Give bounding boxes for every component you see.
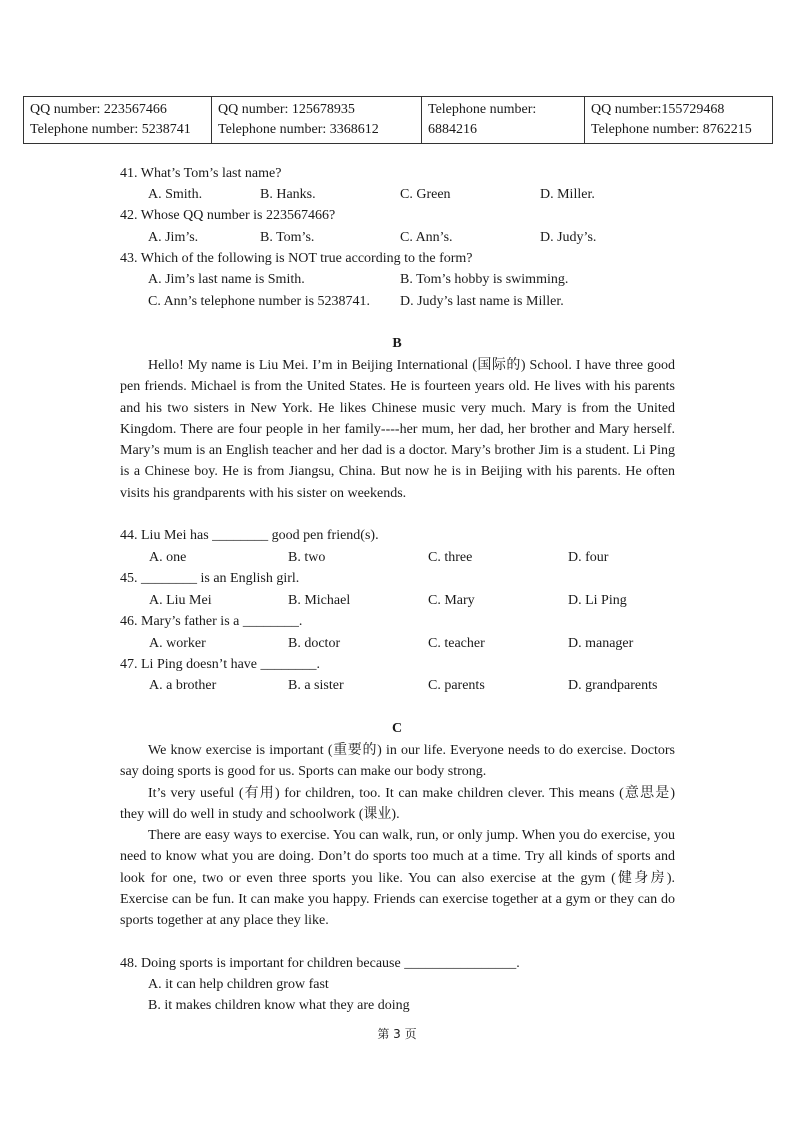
question-45: 45. ________ is an English girl. [120,571,300,586]
option-41d: D. Miller. [540,187,595,202]
contact-info-table [23,96,773,144]
option-48b: B. it makes children know what they are doing [148,998,410,1013]
passage-c-text-1: We know exercise is important (重要的) in our life. Everyone needs to do exercise. Doctors say doing sports is good for us. Sports can make our body strong. [120,743,675,780]
option-44c: C. three [428,550,473,565]
option-43d: D. Judy’s last name is Miller. [400,294,564,309]
option-47d: D. grandparents [568,678,658,693]
table-cell [585,97,773,144]
cell-line: Telephone number: 3368612 [218,122,379,137]
option-47c: C. parents [428,678,485,693]
option-41b: B. Hanks. [260,187,316,202]
option-42d: D. Judy’s. [540,230,597,245]
section-b-heading: B [392,336,402,351]
option-41c: C. Green [400,187,451,202]
option-46c: C. teacher [428,636,485,651]
question-41: 41. What’s Tom’s last name? [120,166,282,181]
question-48: 48. Doing sports is important for children because ________________. [120,956,520,971]
option-48a: A. it can help children grow fast [148,977,329,992]
table-row [24,97,773,144]
question-43: 43. Which of the following is NOT true according to the form? [120,251,473,266]
passage-c-text-3: There are easy ways to exercise. You can walk, run, or only jump. When you do exercise, you need to know what you are doing. Don’t do sports too much at a time. Try all kinds of sports and look for one, two or even three sports you like. You can also exercise at the gym (健身房). Exercise can be fun. It can make you happy. Friends can exercise together at a gym or they can do sports together at any place they like. [120,828,675,929]
cell-line: Telephone number: 5238741 [30,122,191,137]
option-43c: C. Ann’s telephone number is 5238741. [148,294,371,309]
option-47a: A. a brother [149,678,217,693]
passage-b [120,355,675,504]
question-44: 44. Liu Mei has ________ good pen friend(s). [120,528,379,543]
option-42c: C. Ann’s. [400,230,453,245]
option-46b: B. doctor [288,636,341,651]
cell-line: Telephone number: 8762215 [591,122,752,137]
passage-c-paragraph-1 [120,740,675,783]
option-43a: A. Jim’s last name is Smith. [148,272,305,287]
option-42a: A. Jim’s. [148,230,199,245]
table-cell [422,97,585,144]
table-cell [212,97,422,144]
cell-line: QQ number:155729468 [591,102,725,117]
option-43b: B. Tom’s hobby is swimming. [400,272,569,287]
option-45b: B. Michael [288,593,351,608]
section-c-heading: C [391,721,403,736]
cell-line: Telephone number: [428,102,537,117]
passage-c-text-2: It’s very useful (有用) for children, too. It can make children clever. This means (意思是) they will do well in study and schoolwork (课业). [120,785,675,822]
passage-c [120,740,675,932]
question-42: 42. Whose QQ number is 223567466? [120,208,336,223]
question-47: 47. Li Ping doesn’t have ________. [120,657,321,672]
option-45a: A. Liu Mei [149,593,212,608]
option-44b: B. two [288,550,326,565]
option-45c: C. Mary [428,593,475,608]
option-47b: B. a sister [288,678,344,693]
option-41a: A. Smith. [148,187,203,202]
passage-b-text: Hello! My name is Liu Mei. I’m in Beijing International (国际的) School. I have three good pen friends. Michael is from the United States. He is fourteen years old. He lives with his parents and his two sisters in New York. He likes Chinese music very much. Mary is from the United Kingdom. There are four people in her family----her mum, her dad, her brother and Mary herself. Mary’s mum is an English teacher and her dad is a doctor. Mary’s brother Jim is a student. Li Ping is a Chinese boy. He is from Jiangsu, China. But now he is in Beijing with his parents. He often visits his grandparents with his sister on weekends. [120,358,675,501]
passage-c-paragraph-3 [120,825,675,931]
option-46a: A. worker [149,636,206,651]
cell-line: 6884216 [428,122,477,137]
option-42b: B. Tom’s. [260,230,315,245]
passage-c-paragraph-2 [120,783,675,826]
table-cell [24,97,212,144]
option-46d: D. manager [568,636,634,651]
passage-b-paragraph [120,355,675,504]
option-44d: D. four [568,550,609,565]
option-44a: A. one [149,550,187,565]
cell-line: QQ number: 125678935 [218,102,355,117]
option-45d: D. Li Ping [568,593,627,608]
cell-line: QQ number: 223567466 [30,102,167,117]
page-number: 第 3 页 [377,1027,417,1041]
question-46: 46. Mary’s father is a ________. [120,614,303,629]
